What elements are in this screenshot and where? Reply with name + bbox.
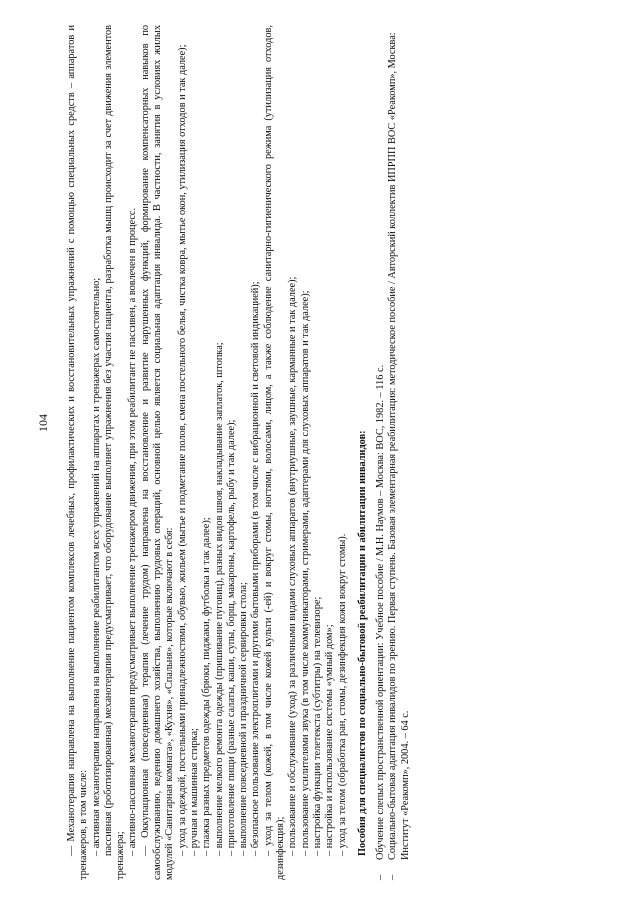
- section-heading: Пособия для специалистов по социально-бытовой реабилитации и абилитации инвалидов:: [356, 430, 368, 856]
- list-item: – глажка разных предметов одежды (брюки, пиджаки, футболка и так далее);: [201, 25, 213, 880]
- reference-item: [387, 25, 412, 880]
- list-item: – уход за одеждой, постельными принадлежностями, обувью, жильем (мытье и подметание полов, смена постельного белья, чистка ковра, мытье окон, утилизация отходов и так далее);: [177, 25, 189, 880]
- list-item: – пользование усилителями звука (в том числе коммуникаторами, стримерами, адаптерами для слуховых аппаратов и так далее);: [300, 25, 312, 880]
- list-item: – выполнение повседневной и праздничной сервировки стола;: [238, 25, 250, 880]
- paragraph-active-passive-mechanotherapy: – активно-пассивная механотерапия предусматривает выполнение тренажером движения, при этом реабилитант не пассивен, а вовлечен в процесс.: [127, 25, 139, 880]
- page-number: 104: [36, 414, 50, 432]
- list-item: – настройка и использование системы «умный дом»;: [324, 25, 336, 880]
- list-item: – приготовление пищи (разные салаты, каши, супы, борщ, макароны, картофель, рыбу и так далее);: [226, 25, 238, 880]
- paragraph-mechanotherapy: — Механотерапия направлена на выполнение пациентом комплексов лечебных, профилактических и восстановительных упражнений с помощью специальных средств – аппаратов и тренажеров, в том числе:: [66, 25, 90, 880]
- list-item: – настройка функции телетекста (субтитры) на телевизоре;: [312, 25, 324, 880]
- paragraph-passive-mechanotherapy: пассивная (роботизированная) механотерапия предусматривает, что оборудование выполняет упражнения без участия пациента, разработка мышц происходит за счет движения элементов тренажера;: [102, 25, 127, 880]
- list-item: – выполнение мелкого ремонта одежды (пришивание пуговиц), разных видов швов, накладывание заплаток, штопка;: [214, 25, 226, 880]
- list-item: – ручная и машинная стирка;: [189, 25, 201, 880]
- paragraph-occupational-therapy: — Оккупационная (повседневная) терапия (лечение трудом) направлена на восстановление и развитие нарушенных функций, формирование компенсаторных навыков по самообслуживанию, ведению домашнего хозяйства, выполнению трудовых операций, основной целью является социальная адаптация инвалида. В частности, занятия в условиях жилых модулей «Санитарная комната», «Кухня», «Спальня», которые включают в себя:: [139, 25, 176, 880]
- list-item: – пользование и обслуживание (уход) за различными видами слуховых аппаратов (внутриушные, заушные, карманные и так далее);: [287, 25, 299, 880]
- paragraph-active-mechanotherapy: – активная механотерапия направлена на выполнение реабилитантом всех упражнений на аппаратах и тренажерах самостоятельно;: [91, 25, 103, 880]
- document-body: [66, 25, 412, 880]
- list-item: – уход за телом (обработка ран, стомы, дезинфекция кожи вокруг стомы).: [337, 25, 349, 880]
- activity-list: [177, 25, 349, 880]
- reference-mark: –: [387, 874, 399, 880]
- reference-item: [375, 25, 387, 880]
- list-item: – безопасное пользование электроплитами и другими бытовыми приборами (в том числе с вибрационной и световой индикацией);: [250, 25, 262, 880]
- reference-mark: –: [375, 874, 387, 880]
- list-item: – уход за телом (кожей, в том числе кожей культи (-ей) и вокруг стомы, ногтями, волосами, лицом, а также соблюдение санитарно-гигиенического режима (утилизация отходов, дезинфекция);: [263, 25, 288, 880]
- reference-list: [375, 25, 412, 880]
- reference-text: Обучение слепых пространственной ориентации: Учебное пособие / М.Н. Наумов – Москва: ВОС, 1982. – 116 с.: [375, 364, 387, 860]
- reference-text: Социально-бытовая адаптация инвалидов по зрению. Первая ступень. Базовая элементарная реабилитация: методическое пособие / Авторский коллектив ИПРПП ВОС «Реакомп», Москва: Институт «Реакомп», 2004. – 64 с.: [387, 32, 411, 860]
